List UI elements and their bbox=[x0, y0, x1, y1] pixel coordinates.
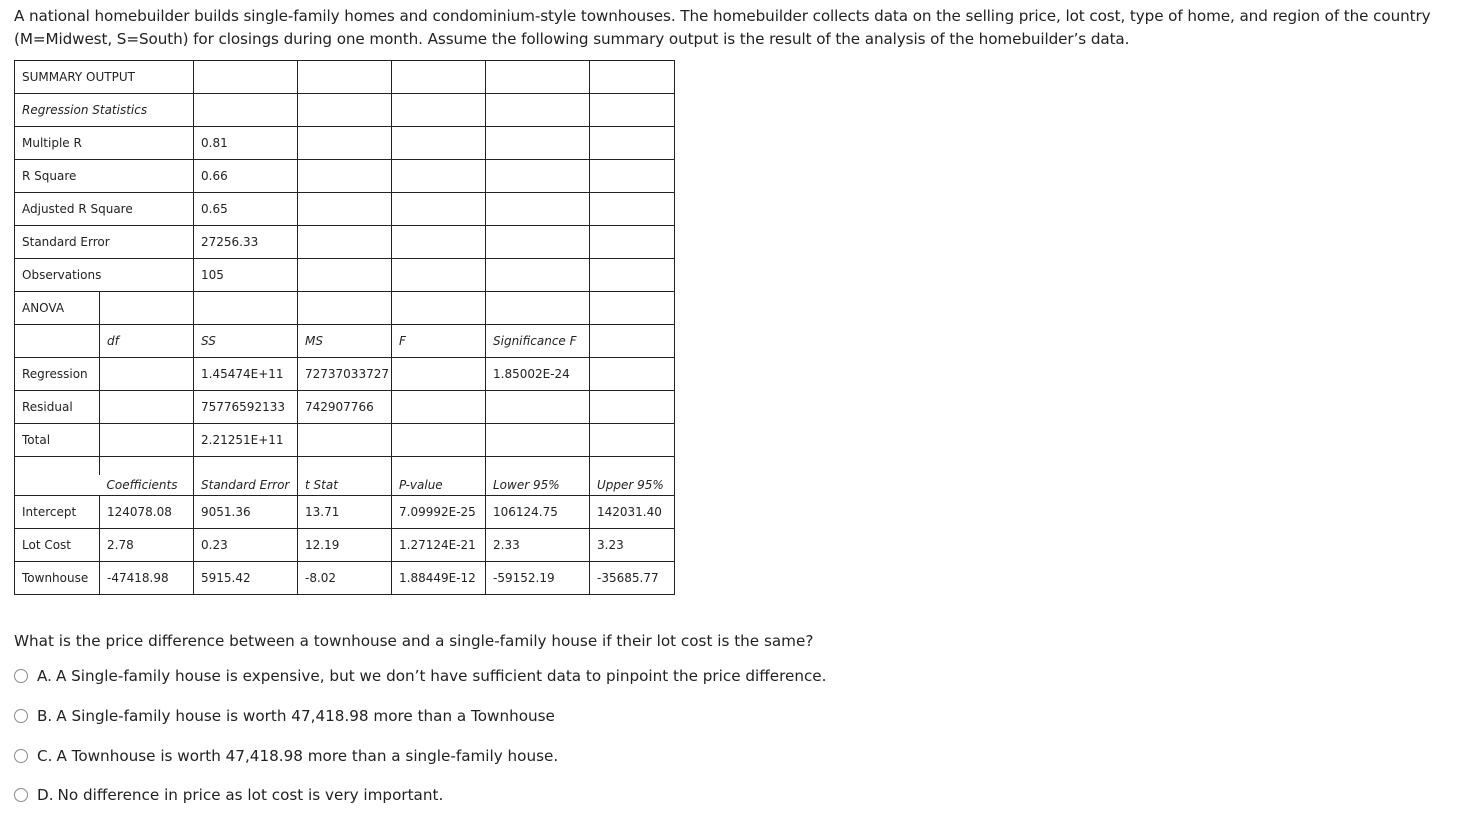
column-header: Lower 95% bbox=[486, 475, 590, 496]
cell: -35685.77 bbox=[590, 562, 675, 595]
stat-label: Adjusted R Square bbox=[15, 193, 194, 226]
table-row bbox=[15, 391, 675, 424]
cell bbox=[392, 391, 486, 424]
answer-option-b[interactable] bbox=[14, 705, 555, 727]
cell bbox=[486, 424, 590, 457]
table-row bbox=[15, 325, 675, 358]
cell: 72737033727 bbox=[298, 358, 392, 391]
anova-label: ANOVA bbox=[15, 292, 100, 325]
question-intro: A national homebuilder builds single-family homes and condominium-style townhouses. The homebuilder collects data on the selling price, lot cost, type of home, and region of the country (M=Midwest, S=South) for closings during one month. Assume the following summary output is the result of the analysis of the homebuilder’s data. bbox=[14, 7, 1431, 48]
summary-output-table bbox=[14, 60, 675, 595]
cell: 3.23 bbox=[590, 529, 675, 562]
cell bbox=[298, 424, 392, 457]
column-header: df bbox=[100, 325, 194, 358]
option-text: A Single-family house is expensive, but we don’t have sufficient data to pinpoint the price difference. bbox=[55, 667, 827, 685]
row-label: Total bbox=[15, 424, 100, 457]
cell: 7.09992E-25 bbox=[392, 496, 486, 529]
column-header: P-value bbox=[392, 475, 486, 496]
table-row bbox=[15, 193, 675, 226]
cell: -59152.19 bbox=[486, 562, 590, 595]
table-row bbox=[15, 226, 675, 259]
cell: 106124.75 bbox=[486, 496, 590, 529]
option-text: A Single-family house is worth 47,418.98 more than a Townhouse bbox=[56, 707, 555, 725]
table-row bbox=[15, 259, 675, 292]
stat-label: Standard Error bbox=[15, 226, 194, 259]
stat-value: 0.65 bbox=[194, 193, 298, 226]
cell: 5915.42 bbox=[194, 562, 298, 595]
row-label: Townhouse bbox=[15, 562, 100, 595]
option-text: No difference in price as lot cost is very important. bbox=[57, 786, 444, 804]
table-row bbox=[15, 475, 675, 496]
cell bbox=[100, 391, 194, 424]
table-row bbox=[15, 424, 675, 457]
column-header: Standard Error bbox=[194, 475, 298, 496]
table-row bbox=[15, 562, 675, 595]
column-header: F bbox=[392, 325, 486, 358]
cell: 1.27124E-21 bbox=[392, 529, 486, 562]
option-letter: D. bbox=[37, 786, 54, 804]
answer-option-d[interactable] bbox=[14, 784, 443, 806]
table-row bbox=[15, 496, 675, 529]
cell bbox=[100, 424, 194, 457]
cell: 75776592133 bbox=[194, 391, 298, 424]
regression-statistics-label: Regression Statistics bbox=[15, 94, 194, 127]
cell: 1.85002E-24 bbox=[486, 358, 590, 391]
answer-option-a[interactable] bbox=[14, 665, 826, 687]
cell: 0.23 bbox=[194, 529, 298, 562]
column-header: Coefficients bbox=[100, 475, 194, 496]
option-letter: C. bbox=[37, 747, 53, 765]
table-row bbox=[15, 160, 675, 193]
radio-button-icon[interactable] bbox=[14, 749, 28, 763]
stat-label: R Square bbox=[15, 160, 194, 193]
column-header: SS bbox=[194, 325, 298, 358]
cell: 9051.36 bbox=[194, 496, 298, 529]
answer-option-c[interactable] bbox=[14, 745, 558, 767]
radio-button-icon[interactable] bbox=[14, 788, 28, 802]
table-row bbox=[15, 61, 675, 94]
cell: 2.78 bbox=[100, 529, 194, 562]
cell: 124078.08 bbox=[100, 496, 194, 529]
row-label: Lot Cost bbox=[15, 529, 100, 562]
stat-value: 0.66 bbox=[194, 160, 298, 193]
column-header: Upper 95% bbox=[590, 475, 675, 496]
table-row bbox=[15, 292, 675, 325]
option-text: A Townhouse is worth 47,418.98 more than a single-family house. bbox=[56, 747, 559, 765]
radio-button-icon[interactable] bbox=[14, 709, 28, 723]
summary-title: SUMMARY OUTPUT bbox=[15, 61, 194, 94]
cell: 13.71 bbox=[298, 496, 392, 529]
option-letter: B. bbox=[37, 707, 53, 725]
cell bbox=[392, 358, 486, 391]
cell: 2.21251E+11 bbox=[194, 424, 298, 457]
stat-value: 0.81 bbox=[194, 127, 298, 160]
cell: 742907766 bbox=[298, 391, 392, 424]
cell: -47418.98 bbox=[100, 562, 194, 595]
table-row bbox=[15, 529, 675, 562]
stat-label: Multiple R bbox=[15, 127, 194, 160]
cell: 1.45474E+11 bbox=[194, 358, 298, 391]
cell: -8.02 bbox=[298, 562, 392, 595]
row-label: Regression bbox=[15, 358, 100, 391]
cell: 1.88449E-12 bbox=[392, 562, 486, 595]
column-header: MS bbox=[298, 325, 392, 358]
cell: 12.19 bbox=[298, 529, 392, 562]
column-header: Significance F bbox=[486, 325, 590, 358]
column-header: t Stat bbox=[298, 475, 392, 496]
row-label: Residual bbox=[15, 391, 100, 424]
question-prompt: What is the price difference between a townhouse and a single-family house if their lot cost is the same? bbox=[14, 632, 814, 650]
stat-label: Observations bbox=[15, 259, 194, 292]
cell bbox=[392, 424, 486, 457]
option-letter: A. bbox=[37, 667, 52, 685]
stat-value: 27256.33 bbox=[194, 226, 298, 259]
table-row-spacer bbox=[15, 457, 675, 476]
table-row bbox=[15, 127, 675, 160]
table-row bbox=[15, 358, 675, 391]
cell bbox=[100, 358, 194, 391]
row-label: Intercept bbox=[15, 496, 100, 529]
cell: 142031.40 bbox=[590, 496, 675, 529]
radio-button-icon[interactable] bbox=[14, 669, 28, 683]
stat-value: 105 bbox=[194, 259, 298, 292]
cell bbox=[486, 391, 590, 424]
table-row bbox=[15, 94, 675, 127]
cell: 2.33 bbox=[486, 529, 590, 562]
